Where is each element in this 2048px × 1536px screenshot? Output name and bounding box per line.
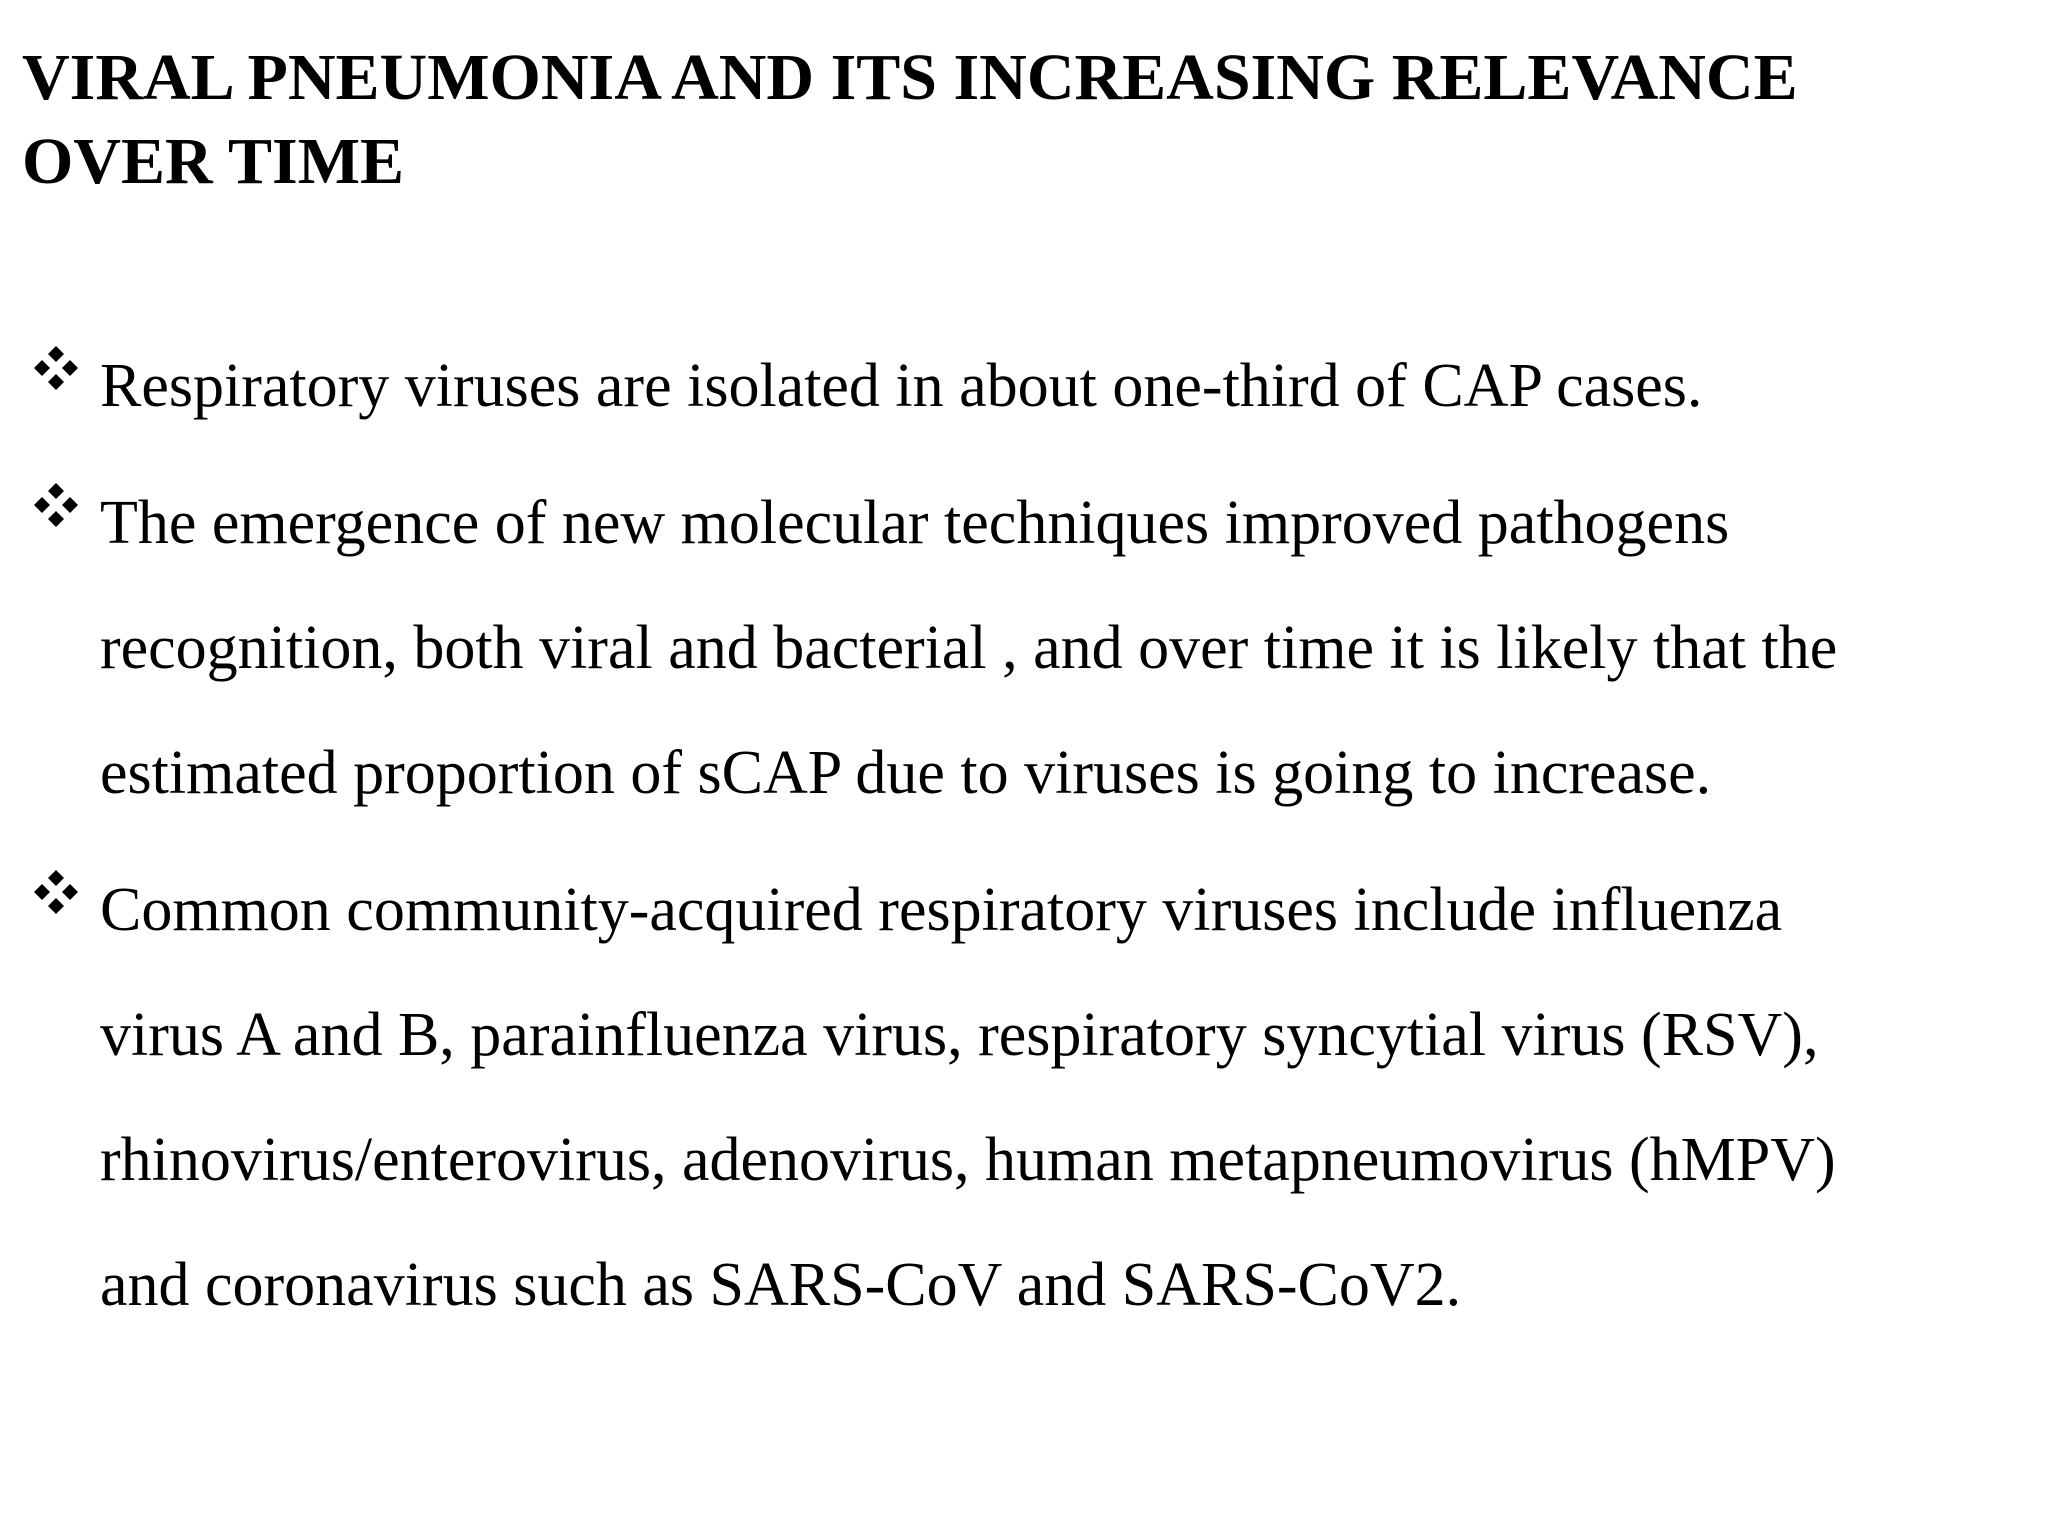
bullet-item (22, 461, 2032, 836)
bullet-line: Respiratory viruses are isolated in about one-third of CAP cases. (100, 352, 1703, 420)
bullet-line: and coronavirus such as SARS-CoV and SARS-CoV2. (100, 1251, 1462, 1319)
slide-title (22, 36, 1982, 204)
bullet-item (22, 848, 2032, 1348)
bullet-line: The emergence of new molecular techniques improved pathogens (100, 489, 1730, 557)
bullet-item (22, 324, 2032, 449)
four-diamond-icon (32, 868, 80, 916)
bullet-line: rhinovirus/enterovirus, adenovirus, human metapneumovirus (hMPV) (100, 1126, 1836, 1194)
bullet-line: estimated proportion of sCAP due to viruses is going to increase. (100, 739, 1712, 807)
bullet-line: recognition, both viral and bacterial , and over time it is likely that the (100, 614, 1838, 682)
four-diamond-icon (32, 344, 80, 392)
bullet-line: virus A and B, parainfluenza virus, respiratory syncytial virus (RSV), (100, 1001, 1819, 1069)
bullet-line: Common community-acquired respiratory viruses include influenza (100, 876, 1783, 944)
title-line: VIRAL PNEUMONIA AND ITS INCREASING RELEVANCE (22, 41, 1798, 114)
four-diamond-icon (32, 481, 80, 529)
title-line: OVER TIME (22, 125, 405, 198)
bullet-list (22, 324, 2032, 1360)
